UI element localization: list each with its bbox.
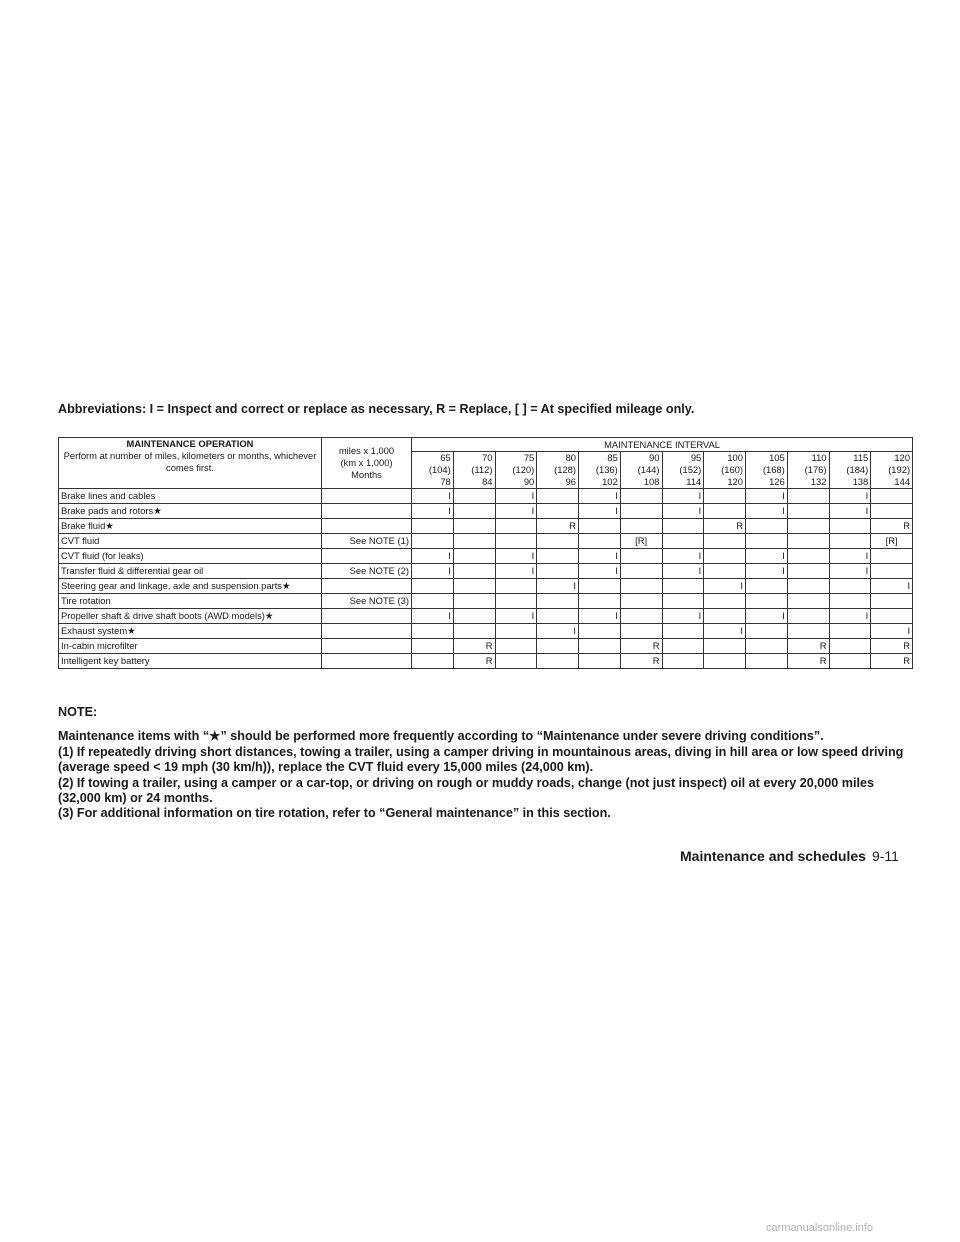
watermark-text: carmanualsonline.info bbox=[766, 1222, 874, 1234]
note-line-2: (2) If towing a trailer, using a camper or a car-top, or driving on rough or muddy roads, change (not just inspect) oil at every 20,000 miles (32,000 km) or 24 months. bbox=[58, 775, 874, 806]
interval-cell bbox=[579, 519, 621, 534]
interval-km: (192) bbox=[888, 464, 911, 475]
operation-note bbox=[322, 519, 412, 534]
operation-name: Brake lines and cables bbox=[59, 489, 322, 504]
interval-cell: I bbox=[871, 624, 913, 639]
interval-column-header bbox=[620, 452, 662, 489]
interval-cell bbox=[453, 624, 495, 639]
interval-cell: I bbox=[829, 489, 871, 504]
operation-name: In-cabin microfilter bbox=[59, 639, 322, 654]
interval-cell bbox=[746, 534, 788, 549]
interval-cell: R bbox=[453, 654, 495, 669]
note-line-3: (3) For additional information on tire rotation, refer to “General maintenance” in this section. bbox=[58, 806, 611, 821]
interval-cell: I bbox=[412, 489, 454, 504]
table-row bbox=[59, 609, 913, 624]
abbreviations-legend: Abbreviations: I = Inspect and correct or replace as necessary, R = Replace, [ ] = At specified mileage only. bbox=[58, 402, 695, 416]
interval-cell: I bbox=[829, 609, 871, 624]
interval-cell bbox=[787, 549, 829, 564]
interval-cell bbox=[620, 579, 662, 594]
interval-cell bbox=[537, 594, 579, 609]
interval-column-header bbox=[746, 452, 788, 489]
interval-months: 126 bbox=[769, 476, 785, 487]
table-row bbox=[59, 654, 913, 669]
interval-km: (112) bbox=[471, 464, 493, 475]
interval-cell: I bbox=[662, 489, 704, 504]
interval-cell bbox=[620, 624, 662, 639]
interval-cell bbox=[746, 519, 788, 534]
interval-cell bbox=[704, 549, 746, 564]
interval-miles: 65 bbox=[440, 452, 451, 463]
interval-cell bbox=[412, 594, 454, 609]
interval-cell bbox=[787, 624, 829, 639]
interval-cell: [R] bbox=[620, 534, 662, 549]
interval-cell bbox=[579, 624, 621, 639]
interval-cell: I bbox=[704, 579, 746, 594]
interval-cell: I bbox=[579, 489, 621, 504]
interval-cell bbox=[495, 639, 537, 654]
units-miles: miles x 1,000 bbox=[338, 445, 395, 456]
interval-column-header bbox=[537, 452, 579, 489]
footer-page-number: 9-11 bbox=[871, 848, 899, 864]
interval-cell bbox=[704, 564, 746, 579]
operation-name: Exhaust system★ bbox=[59, 624, 322, 639]
maintenance-operation-header bbox=[59, 438, 322, 489]
interval-cell: R bbox=[620, 639, 662, 654]
operation-name: CVT fluid bbox=[59, 534, 322, 549]
interval-km: (144) bbox=[637, 464, 660, 475]
interval-column-header bbox=[787, 452, 829, 489]
operation-note bbox=[322, 654, 412, 669]
interval-cell: R bbox=[787, 639, 829, 654]
interval-months: 120 bbox=[727, 476, 743, 487]
operation-name: CVT fluid (for leaks) bbox=[59, 549, 322, 564]
operation-name: Brake pads and rotors★ bbox=[59, 504, 322, 519]
operation-name: Propeller shaft & drive shaft boots (AWD models)★ bbox=[59, 609, 322, 624]
notes-title: NOTE: bbox=[58, 705, 98, 719]
interval-cell: [R] bbox=[871, 534, 913, 549]
interval-cell: I bbox=[495, 504, 537, 519]
maintenance-schedule-table bbox=[58, 437, 913, 669]
interval-cell bbox=[829, 519, 871, 534]
interval-miles: 90 bbox=[649, 452, 660, 463]
interval-cell bbox=[871, 489, 913, 504]
interval-cell: I bbox=[746, 549, 788, 564]
interval-column-header bbox=[453, 452, 495, 489]
interval-column-header bbox=[412, 452, 454, 489]
interval-miles: 75 bbox=[523, 452, 535, 463]
interval-cell bbox=[453, 594, 495, 609]
interval-months: 78 bbox=[440, 476, 451, 487]
interval-cell bbox=[495, 654, 537, 669]
interval-cell bbox=[662, 594, 704, 609]
interval-cell bbox=[662, 639, 704, 654]
note-line-star: Maintenance items with “★” should be performed more frequently according to “Maintenance under severe driving conditions”. bbox=[58, 729, 824, 744]
interval-cell bbox=[620, 609, 662, 624]
interval-cell bbox=[787, 534, 829, 549]
interval-cell bbox=[787, 489, 829, 504]
interval-cell bbox=[537, 504, 579, 519]
interval-cell: I bbox=[579, 549, 621, 564]
interval-cell: I bbox=[662, 564, 704, 579]
interval-cell bbox=[620, 564, 662, 579]
interval-km: (104) bbox=[428, 464, 451, 475]
interval-km: (176) bbox=[804, 464, 827, 475]
interval-cell bbox=[453, 579, 495, 594]
table-row bbox=[59, 594, 913, 609]
operation-name: Tire rotation bbox=[59, 594, 322, 609]
interval-cell: I bbox=[704, 624, 746, 639]
interval-months: 96 bbox=[565, 476, 576, 487]
interval-cell bbox=[537, 534, 579, 549]
operation-note bbox=[322, 609, 412, 624]
interval-cell bbox=[704, 534, 746, 549]
interval-km: (168) bbox=[762, 464, 785, 475]
interval-cell: R bbox=[871, 639, 913, 654]
interval-cell: R bbox=[787, 654, 829, 669]
interval-km: (160) bbox=[721, 464, 743, 475]
table-row bbox=[59, 504, 913, 519]
table-row bbox=[59, 489, 913, 504]
interval-cell bbox=[704, 489, 746, 504]
operation-note bbox=[322, 639, 412, 654]
interval-cell: I bbox=[662, 549, 704, 564]
interval-cell bbox=[453, 549, 495, 564]
interval-cell bbox=[746, 654, 788, 669]
interval-cell bbox=[537, 549, 579, 564]
operation-note: See NOTE (3) bbox=[322, 594, 412, 609]
interval-cell bbox=[829, 594, 871, 609]
interval-miles: 80 bbox=[565, 452, 576, 463]
interval-cell bbox=[537, 609, 579, 624]
interval-cell: I bbox=[495, 489, 537, 504]
interval-cell bbox=[787, 579, 829, 594]
interval-cell bbox=[662, 534, 704, 549]
interval-cell bbox=[871, 594, 913, 609]
interval-cell bbox=[453, 504, 495, 519]
interval-column-header bbox=[579, 452, 621, 489]
operation-name: Intelligent key battery bbox=[59, 654, 322, 669]
interval-cell bbox=[537, 489, 579, 504]
operation-note: See NOTE (1) bbox=[322, 534, 412, 549]
interval-cell bbox=[412, 579, 454, 594]
page-footer bbox=[680, 848, 899, 864]
operation-note bbox=[322, 489, 412, 504]
interval-cell: I bbox=[746, 609, 788, 624]
operation-subtitle: Perform at number of miles, kilometers or months, whichever comes first. bbox=[63, 450, 317, 473]
interval-cell: I bbox=[537, 579, 579, 594]
interval-cell bbox=[704, 654, 746, 669]
interval-cell bbox=[537, 654, 579, 669]
interval-cell bbox=[704, 639, 746, 654]
interval-cell: I bbox=[746, 504, 788, 519]
interval-cell bbox=[495, 534, 537, 549]
interval-cell bbox=[746, 624, 788, 639]
interval-miles: 115 bbox=[853, 452, 869, 463]
interval-cell: I bbox=[412, 609, 454, 624]
interval-months: 102 bbox=[602, 476, 618, 487]
interval-cell: R bbox=[871, 654, 913, 669]
interval-km: (136) bbox=[595, 464, 618, 475]
interval-cell bbox=[620, 519, 662, 534]
interval-cell bbox=[495, 594, 537, 609]
interval-cell: I bbox=[579, 609, 621, 624]
interval-cell bbox=[787, 594, 829, 609]
operation-note bbox=[322, 504, 412, 519]
interval-cell bbox=[453, 564, 495, 579]
units-months: Months bbox=[351, 469, 382, 480]
interval-miles: 100 bbox=[727, 452, 743, 463]
interval-cell bbox=[453, 519, 495, 534]
table-row bbox=[59, 564, 913, 579]
interval-cell bbox=[412, 654, 454, 669]
interval-cell bbox=[453, 534, 495, 549]
interval-cell bbox=[620, 549, 662, 564]
interval-miles: 85 bbox=[607, 452, 618, 463]
interval-cell bbox=[787, 609, 829, 624]
interval-cell bbox=[662, 654, 704, 669]
footer-section-title: Maintenance and schedules bbox=[680, 848, 866, 864]
table-row bbox=[59, 624, 913, 639]
interval-cell bbox=[495, 624, 537, 639]
interval-cell bbox=[829, 654, 871, 669]
interval-miles: 70 bbox=[482, 452, 493, 463]
interval-cell: R bbox=[871, 519, 913, 534]
interval-cell bbox=[579, 594, 621, 609]
interval-cell bbox=[704, 504, 746, 519]
interval-cell bbox=[704, 594, 746, 609]
interval-cell: I bbox=[495, 549, 537, 564]
interval-months: 90 bbox=[523, 476, 535, 487]
interval-cell bbox=[620, 504, 662, 519]
interval-column-header bbox=[662, 452, 704, 489]
interval-cell bbox=[662, 579, 704, 594]
interval-cell bbox=[829, 624, 871, 639]
interval-cell bbox=[453, 489, 495, 504]
interval-cell bbox=[704, 609, 746, 624]
interval-months: 138 bbox=[852, 476, 869, 487]
interval-cell bbox=[412, 534, 454, 549]
interval-cell bbox=[871, 564, 913, 579]
interval-cell: I bbox=[495, 609, 537, 624]
interval-cell bbox=[537, 564, 579, 579]
interval-cell bbox=[787, 564, 829, 579]
interval-miles: 110 bbox=[811, 452, 827, 463]
interval-cell: I bbox=[746, 564, 788, 579]
operation-note: See NOTE (2) bbox=[322, 564, 412, 579]
interval-cell: I bbox=[412, 504, 454, 519]
interval-cell bbox=[579, 654, 621, 669]
interval-cell bbox=[453, 609, 495, 624]
interval-cell bbox=[871, 504, 913, 519]
interval-months: 132 bbox=[810, 476, 827, 487]
interval-km: (184) bbox=[846, 464, 869, 475]
interval-cell: R bbox=[620, 654, 662, 669]
interval-cell: I bbox=[662, 609, 704, 624]
note-line-1: (1) If repeatedly driving short distances, towing a trailer, using a camper driving in mountainous areas, diving in hill area or low speed driving (average speed < 19 mph (30 km/h)), replace the CVT fluid every 15,000 miles (24,000 km). bbox=[58, 744, 904, 775]
interval-cell: I bbox=[495, 564, 537, 579]
interval-cell: I bbox=[412, 549, 454, 564]
operation-name: Brake fluid★ bbox=[59, 519, 322, 534]
interval-cell bbox=[579, 639, 621, 654]
units-header bbox=[322, 438, 412, 489]
interval-cell: I bbox=[829, 564, 871, 579]
interval-cell bbox=[829, 639, 871, 654]
interval-column-header bbox=[704, 452, 746, 489]
interval-km: (120) bbox=[512, 464, 535, 475]
notes-section bbox=[58, 705, 914, 822]
interval-cell: I bbox=[829, 549, 871, 564]
interval-cell: I bbox=[662, 504, 704, 519]
interval-cell bbox=[787, 504, 829, 519]
table-row bbox=[59, 639, 913, 654]
interval-cell bbox=[412, 639, 454, 654]
table-row bbox=[59, 519, 913, 534]
interval-cell bbox=[537, 639, 579, 654]
interval-cell bbox=[662, 624, 704, 639]
interval-cell: R bbox=[453, 639, 495, 654]
table-row bbox=[59, 549, 913, 564]
interval-cell bbox=[495, 519, 537, 534]
interval-cell bbox=[746, 579, 788, 594]
interval-cell bbox=[746, 639, 788, 654]
interval-cell bbox=[787, 519, 829, 534]
interval-cell bbox=[495, 579, 537, 594]
interval-cell bbox=[829, 579, 871, 594]
interval-cell bbox=[829, 534, 871, 549]
interval-km: (128) bbox=[554, 464, 576, 475]
operation-name: Transfer fluid & differential gear oil bbox=[59, 564, 322, 579]
interval-cell bbox=[871, 549, 913, 564]
interval-cell: R bbox=[704, 519, 746, 534]
operation-note bbox=[322, 579, 412, 594]
interval-column-header bbox=[871, 452, 913, 489]
interval-cell: I bbox=[579, 504, 621, 519]
interval-cell: I bbox=[829, 504, 871, 519]
interval-miles: 95 bbox=[690, 452, 702, 463]
interval-months: 108 bbox=[643, 476, 660, 487]
units-km: (km x 1,000) bbox=[340, 457, 393, 468]
table-row bbox=[59, 534, 913, 549]
maintenance-interval-header: MAINTENANCE INTERVAL bbox=[412, 438, 913, 452]
interval-cell bbox=[412, 519, 454, 534]
interval-cell: I bbox=[412, 564, 454, 579]
interval-column-header bbox=[495, 452, 537, 489]
interval-cell: I bbox=[746, 489, 788, 504]
interval-cell bbox=[871, 609, 913, 624]
interval-cell bbox=[620, 594, 662, 609]
operation-note bbox=[322, 624, 412, 639]
interval-cell bbox=[620, 489, 662, 504]
operation-name: Steering gear and linkage, axle and suspension parts★ bbox=[59, 579, 322, 594]
interval-months: 84 bbox=[482, 476, 493, 487]
operation-note bbox=[322, 549, 412, 564]
interval-miles: 105 bbox=[769, 452, 785, 463]
interval-column-header bbox=[829, 452, 871, 489]
interval-cell bbox=[412, 624, 454, 639]
interval-cell: I bbox=[537, 624, 579, 639]
interval-km: (152) bbox=[679, 464, 702, 475]
interval-cell bbox=[579, 534, 621, 549]
table-row bbox=[59, 579, 913, 594]
interval-months: 114 bbox=[686, 476, 702, 487]
interval-miles: 120 bbox=[894, 452, 911, 463]
interval-cell bbox=[662, 519, 704, 534]
interval-cell: I bbox=[871, 579, 913, 594]
operation-title: MAINTENANCE OPERATION bbox=[126, 438, 254, 449]
interval-months: 144 bbox=[894, 476, 911, 487]
maintenance-table-body bbox=[59, 489, 913, 669]
interval-cell bbox=[579, 579, 621, 594]
interval-cell: I bbox=[579, 564, 621, 579]
interval-cell: R bbox=[537, 519, 579, 534]
interval-cell bbox=[746, 594, 788, 609]
